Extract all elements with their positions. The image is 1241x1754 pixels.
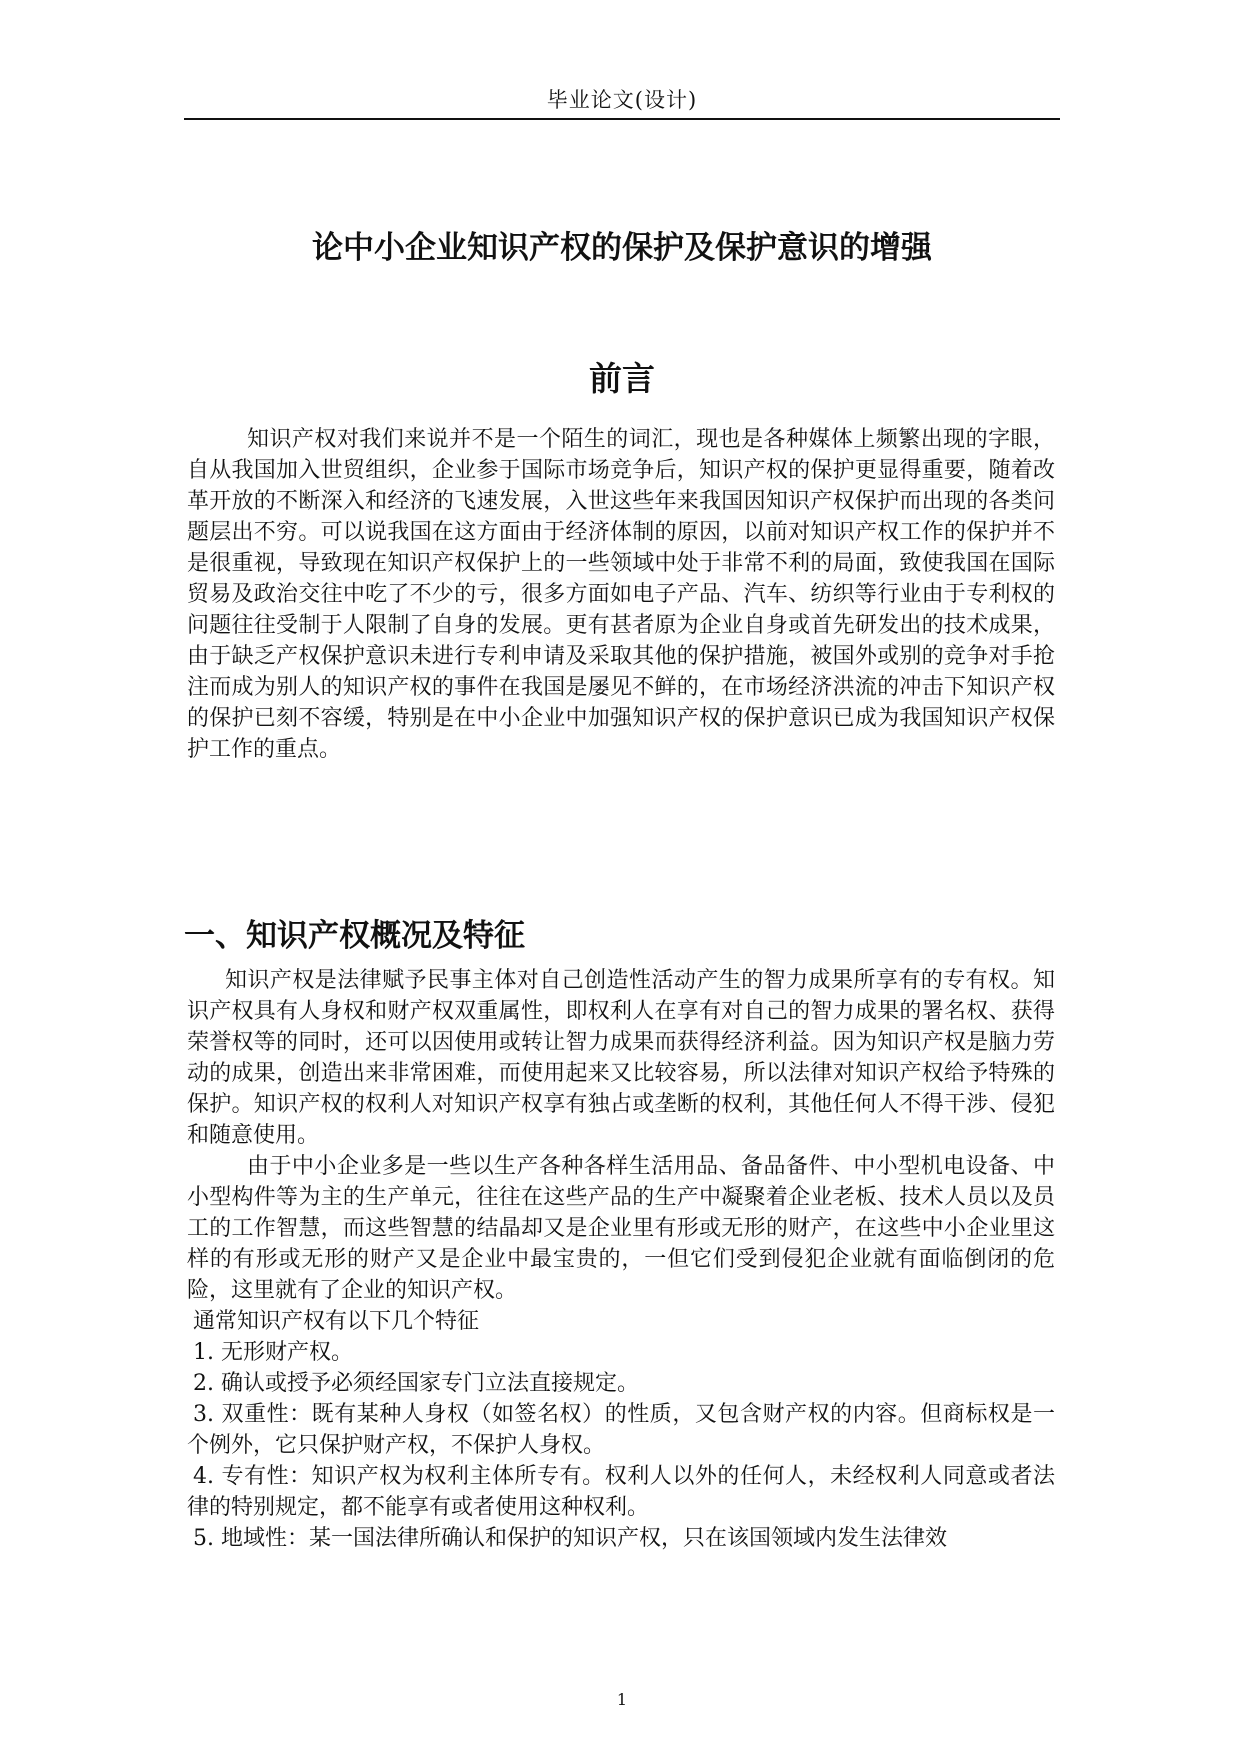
feature-item-3: 3. 双重性：既有某种人身权（如签名权）的性质，又包含财产权的内容。但商标权是一个例外，它只保护财产权，不保护人身权。 [187,1402,1055,1458]
header-rule [184,118,1060,120]
section-heading-1: 一、知识产权概况及特征 [184,918,525,954]
section1-paragraph-1: 知识产权是法律赋予民事主体对自己创造性活动产生的智力成果所享有的专有权。知识产权具有人身权和财产权双重属性，即权利人在享有对自己的智力成果的署名权、获得荣誉权等的同时，还可以因使用或转让智力成果而获得经济利益。因为知识产权是脑力劳动的成果，创造出来非常困难，而使用起来又比较容易，所以法律对知识产权给予特殊的保护。知识产权的权利人对知识产权享有独占或垄断的权利，其他任何人不得干涉、侵犯和随意使用。 [187,968,1055,1148]
document-title: 论中小企业知识产权的保护及保护意识的增强 [312,230,932,266]
feature-item-2: 2. 确认或授予必须经国家专门立法直接规定。 [193,1371,639,1396]
feature-item-1: 1. 无形财产权。 [193,1340,353,1365]
feature-item-4: 4. 专有性：知识产权为权利主体所专有。权利人以外的任何人，未经权利人同意或者法律的特别规定，都不能享有或者使用这种权利。 [187,1464,1055,1520]
features-intro: 通常知识产权有以下几个特征 [193,1309,480,1334]
preface-heading: 前言 [589,359,655,398]
page-number: 1 [616,1690,628,1709]
feature-item-5: 5. 地域性：某一国法律所确认和保护的知识产权，只在该国领域内发生法律效 [193,1526,947,1551]
running-header: 毕业论文(设计) [546,88,698,112]
preface-paragraph: 知识产权对我们来说并不是一个陌生的词汇，现也是各种媒体上频繁出现的字眼，自从我国加入世贸组织，企业参于国际市场竞争后，知识产权的保护更显得重要，随着改革开放的不断深入和经济的飞速发展，入世这些年来我国因知识产权保护而出现的各类问题层出不穷。可以说我国在这方面由于经济体制的原因，以前对知识产权工作的保护并不是很重视，导致现在知识产权保护上的一些领域中处于非常不利的局面，致使我国在国际贸易及政治交往中吃了不少的亏，很多方面如电子产品、汽车、纺织等行业由于专利权的问题往往受制于人限制了自身的发展。更有甚者原为企业自身或首先研发出的技术成果，由于缺乏产权保护意识未进行专利申请及采取其他的保护措施，被国外或别的竞争对手抢注而成为别人的知识产权的事件在我国是屡见不鲜的，在市场经济洪流的冲击下知识产权的保护已刻不容缓，特别是在中小企业中加强知识产权的保护意识已成为我国知识产权保护工作的重点。 [187,427,1055,762]
section1-paragraph-2: 由于中小企业多是一些以生产各种各样生活用品、备品备件、中小型机电设备、中小型构件等为主的生产单元，往往在这些产品的生产中凝聚着企业老板、技术人员以及员工的工作智慧，而这些智慧的结晶却又是企业里有形或无形的财产，在这些中小企业里这样的有形或无形的财产又是企业中最宝贵的，一但它们受到侵犯企业就有面临倒闭的危险，这里就有了企业的知识产权。 [187,1154,1055,1303]
